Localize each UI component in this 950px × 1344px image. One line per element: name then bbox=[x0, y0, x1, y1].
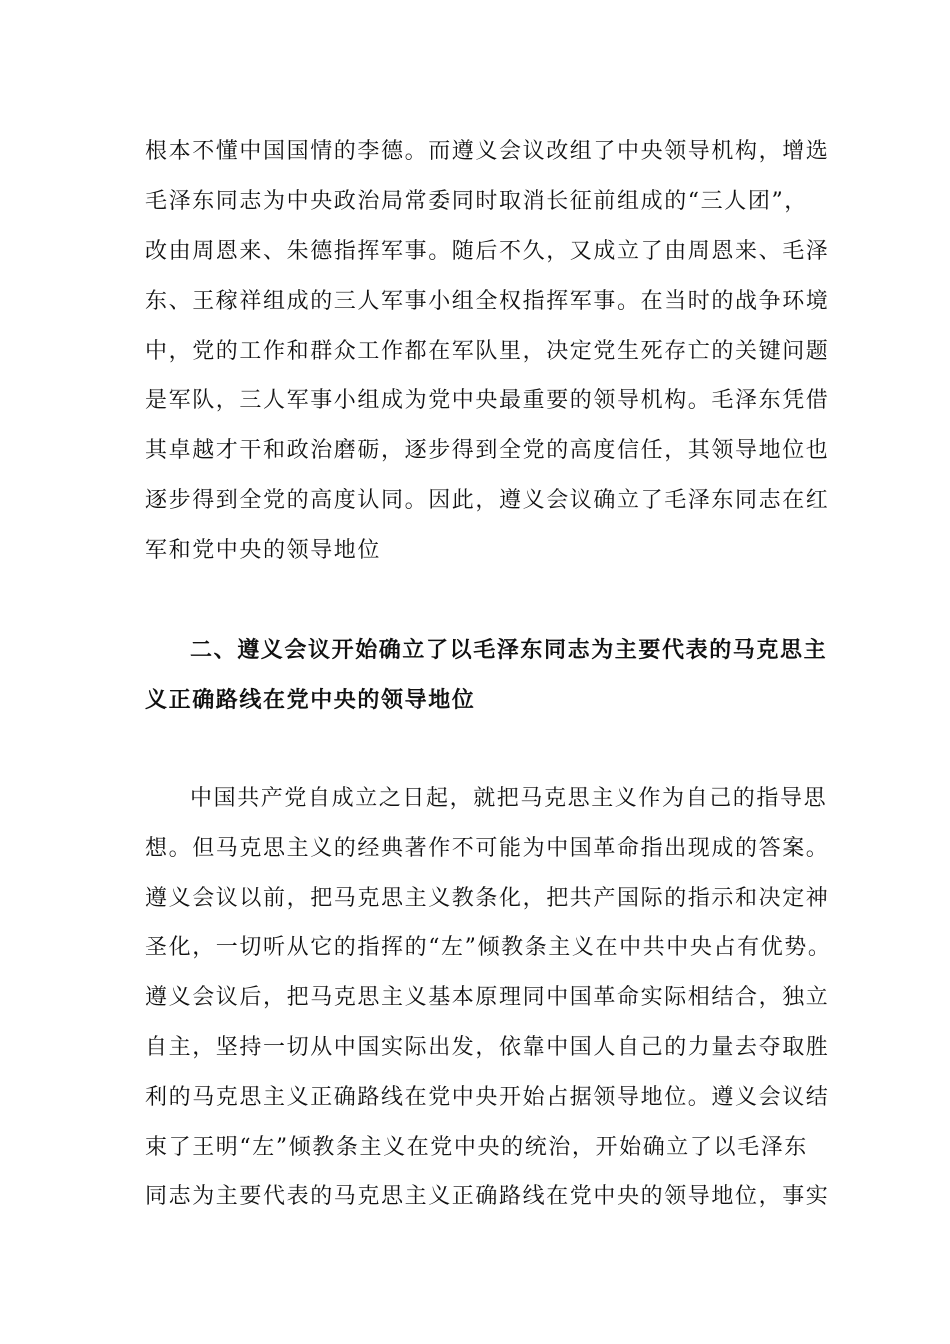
paragraph1-line: 根本不懂中国国情的李德。而遵义会议改组了中央领导机构，增选 bbox=[145, 139, 830, 164]
paragraph2-line: 想。但马克思主义的经典著作不可能为中国革命指出现成的答案。 bbox=[145, 836, 830, 861]
paragraph2-line: 同志为主要代表的马克思主义正确路线在党中央的领导地位，事实 bbox=[145, 1184, 830, 1209]
paragraph1-line: 军和党中央的领导地位 bbox=[145, 538, 382, 563]
section-heading-line: 二、遵义会议开始确立了以毛泽东同志为主要代表的马克思主 bbox=[190, 637, 828, 663]
paragraph1-line: 中，党的工作和群众工作都在军队里，决定党生死存亡的关键问题 bbox=[145, 339, 830, 364]
paragraph2-line: 圣化，一切听从它的指挥的“左”倾教条主义在中共中央占有优势。 bbox=[145, 935, 832, 960]
paragraph2-line: 利的马克思主义正确路线在党中央开始占据领导地位。遵义会议结 bbox=[145, 1085, 830, 1110]
paragraph1-line: 毛泽东同志为中央政治局常委同时取消长征前组成的“三人团”， bbox=[145, 189, 808, 214]
paragraph1-line: 改由周恩来、朱德指挥军事。随后不久，又成立了由周恩来、毛泽 bbox=[145, 239, 830, 264]
paragraph2-line: 束了王明“左”倾教条主义在党中央的统治，开始确立了以毛泽东 bbox=[145, 1135, 808, 1160]
paragraph1-line: 逐步得到全党的高度认同。因此，遵义会议确立了毛泽东同志在红 bbox=[145, 488, 830, 513]
paragraph2-line: 遵义会议后，把马克思主义基本原理同中国革命实际相结合，独立 bbox=[145, 985, 830, 1010]
paragraph2-line: 中国共产党自成立之日起，就把马克思主义作为自己的指导思 bbox=[190, 786, 828, 811]
paragraph2-line: 遵义会议以前，把马克思主义教条化，把共产国际的指示和决定神 bbox=[145, 886, 830, 911]
paragraph1-line: 其卓越才干和政治磨砺，逐步得到全党的高度信任，其领导地位也 bbox=[145, 438, 830, 463]
paragraph1-line: 是军队，三人军事小组成为党中央最重要的领导机构。毛泽东凭借 bbox=[145, 388, 830, 413]
section-heading-line: 义正确路线在党中央的领导地位 bbox=[145, 687, 476, 713]
paragraph1-line: 东、王稼祥组成的三人军事小组全权指挥军事。在当时的战争环境 bbox=[145, 289, 830, 314]
paragraph2-line: 自主，坚持一切从中国实际出发，依靠中国人自己的力量去夺取胜 bbox=[145, 1035, 830, 1060]
